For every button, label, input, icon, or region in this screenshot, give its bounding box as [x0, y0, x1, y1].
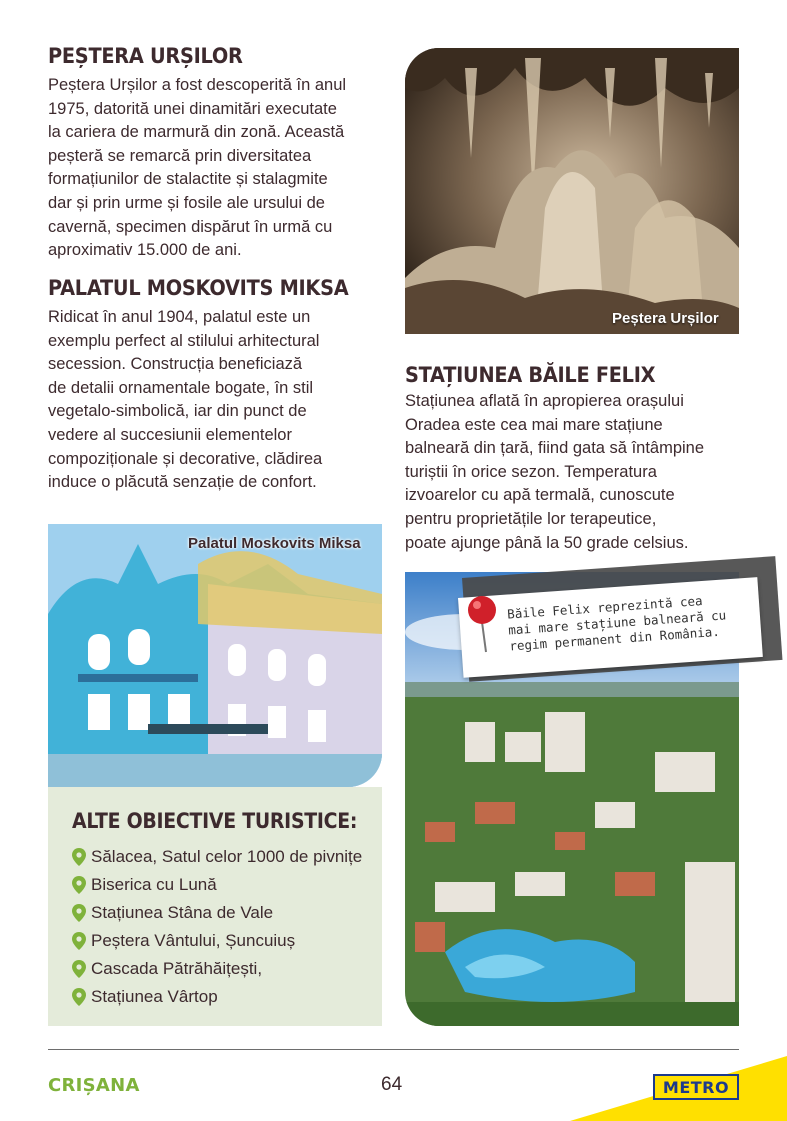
metro-logo [653, 1074, 739, 1100]
location-pin-icon [72, 876, 86, 894]
palace-title: PALATUL MOSKOVITS MIKSA [48, 276, 349, 300]
list-item [72, 955, 362, 983]
cave-title: PEȘTERA URȘILOR [48, 44, 243, 68]
location-pin-icon [72, 932, 86, 950]
list-item [72, 927, 362, 955]
location-pin-icon [72, 988, 86, 1006]
location-pin-icon [72, 904, 86, 922]
list-item [72, 843, 362, 871]
objectives-title: ALTE OBIECTIVE TURISTICE: [72, 809, 358, 833]
region-label: CRIȘANA [48, 1075, 140, 1096]
felix-title: STAȚIUNEA BĂILE FELIX [405, 363, 656, 387]
footer-divider [48, 1049, 739, 1050]
other-objectives-box [48, 787, 382, 1026]
felix-text: Stațiunea aflată în apropierea orașului Oradea este cea mai mare stațiune balneară din țară, fiind gata să întâmpine turiștii în orice sezon. Temperatura izvoarelor cu apă termală, cunoscute pentru proprietățile lor terapeutice, poate ajunge până la 50 grade celsius. [405, 392, 705, 552]
cave-text: Peștera Urșilor a fost descoperită în anul 1975, datorită unei dinamitări executate la cariera de marmură din zonă. Această peșteră se remarcă prin diversitatea formațiunilor de stalactite și stalagmite dar și prin urme și fosile ale ursului de cavernă, specimen dispărut în urmă cu aproximativ 15.000 de ani. [48, 76, 347, 260]
objective-label: Biserica cu Lună [91, 875, 217, 894]
palace-photo [48, 524, 382, 787]
objective-label: Sălacea, Satul celor 1000 de pivnițe [91, 847, 363, 866]
page-number: 64 [381, 1074, 403, 1095]
metro-logo-text: METRO [662, 1077, 730, 1097]
location-pin-icon [72, 960, 86, 978]
map-pin-icon [466, 594, 500, 654]
location-pin-icon [72, 848, 86, 866]
objective-label: Cascada Pătrăhăițești, [91, 959, 263, 978]
list-item [72, 871, 362, 899]
palace-text: Ridicat în anul 1904, palatul este un exemplu perfect al stilului arhitectural secession. Construcția beneficiază de detalii ornamentale bogate, în stil vegetalo-simbolică, iar din punct de vedere al succesiunii elementelor compoziționale și decorative, clădirea induce o plăcută senzație de confort. [48, 308, 323, 492]
note-text: Băile Felix reprezintă cea mai mare stațiune balneară cu regim permanent din România. [506, 592, 727, 654]
list-item [72, 899, 362, 927]
list-item [72, 983, 362, 1011]
cave-caption: Peștera Urșilor [612, 310, 719, 327]
palace-caption: Palatul Moskovits Miksa [188, 535, 361, 552]
objective-label: Peștera Vântului, Șuncuiuș [91, 931, 296, 950]
cave-photo [405, 48, 739, 334]
objective-label: Stațiunea Stâna de Vale [91, 903, 274, 922]
objective-label: Stațiunea Vârtop [91, 987, 218, 1006]
objectives-list [72, 843, 362, 1011]
